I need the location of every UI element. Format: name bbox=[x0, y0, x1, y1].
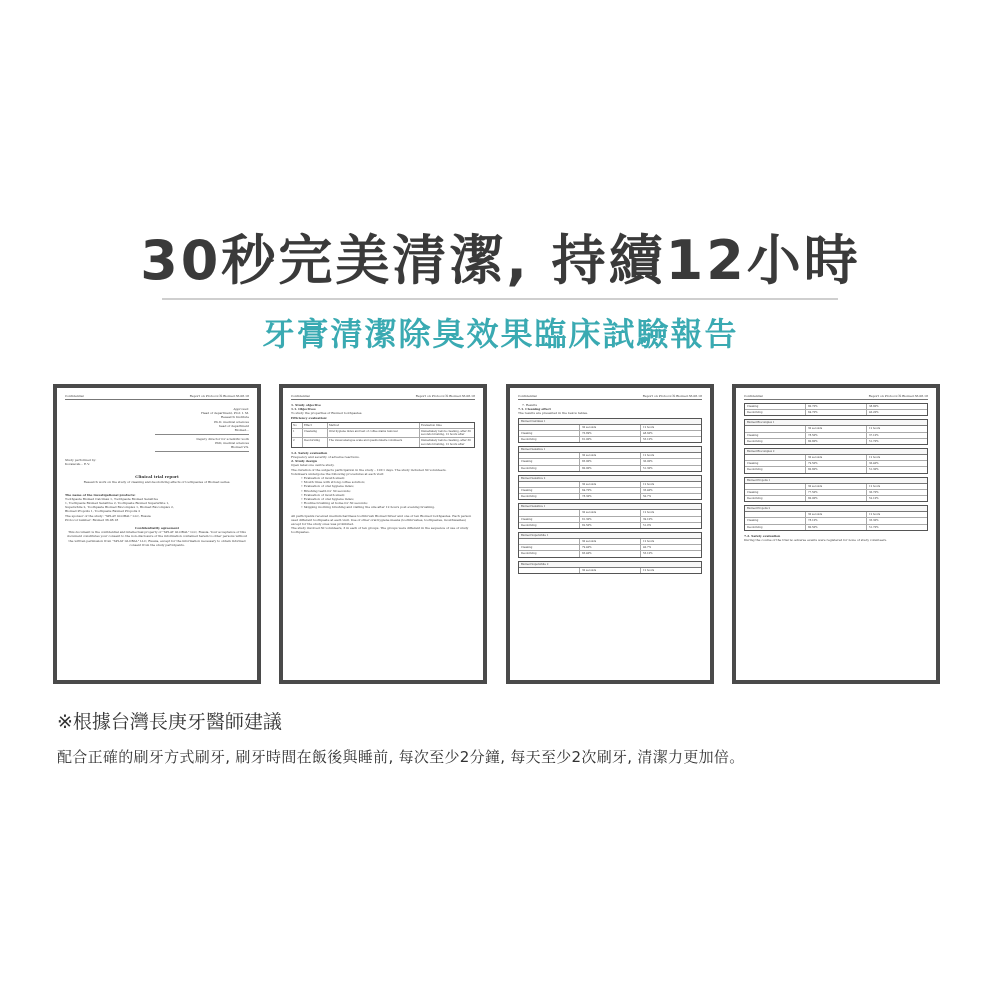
table-header-cell: 30 seconds bbox=[806, 455, 867, 460]
results-table bbox=[744, 448, 928, 474]
table-cell: 51.30% bbox=[643, 466, 653, 470]
table-row bbox=[745, 439, 927, 444]
table-cell: 80.00% bbox=[806, 496, 867, 501]
section-heading: 2. Study design bbox=[291, 459, 317, 464]
results-table-title: Biomed Biocomplex 2 bbox=[745, 449, 927, 455]
product-line: Biomed Propolis 1, Toothpaste Biomed Propolis 2 bbox=[65, 509, 141, 514]
sponsor-line: The sponsor of the study: "SPLAT GLOBAL" LLC, Russia bbox=[65, 513, 151, 518]
section-heading: 1. Study objective bbox=[291, 403, 321, 407]
signature-line bbox=[155, 434, 249, 435]
table-cell: 80.80% bbox=[806, 439, 867, 444]
results-table-title: Biomed Superwhite 1 bbox=[519, 533, 701, 539]
table-cell: Cleaning bbox=[745, 461, 806, 466]
products-heading: The name of the investigational products: bbox=[65, 492, 136, 497]
list-item-text: Routine brushing at home for 30 seconds; bbox=[303, 501, 368, 506]
results-table-title: Biomed Propolis 2 bbox=[745, 506, 927, 512]
objective-text: To study the properties of Biomed toothpastes. bbox=[291, 411, 363, 416]
table-header-cell: 12 hours bbox=[869, 427, 881, 431]
results-table-title: Biomed Sensitive 2 bbox=[519, 476, 701, 482]
results-table-title: Biomed Biocomplex 1 bbox=[745, 420, 927, 426]
table-cell: 81.00% bbox=[580, 437, 641, 442]
results-table bbox=[744, 505, 928, 531]
table-cell: 36.40% bbox=[869, 462, 879, 466]
table-header-cell: 12 hours bbox=[869, 513, 881, 517]
table-cell: 80.50% bbox=[806, 525, 867, 530]
table-cell: Cleaning bbox=[745, 433, 806, 438]
table-cell: Deodorizing bbox=[745, 525, 806, 530]
table-cell: Deodorizing bbox=[519, 523, 580, 528]
duration-text: The duration of the subjects participation in the study – 10±1 days. The study included 30 volunteers. bbox=[291, 467, 447, 472]
report-title: Clinical trial report bbox=[135, 474, 179, 480]
table-cell: 55.10% bbox=[643, 552, 653, 556]
table-cell: 51.30% bbox=[869, 468, 879, 472]
table-cell: Deodorizing bbox=[745, 467, 806, 472]
table-cell: 81.30% bbox=[580, 517, 641, 522]
list-item-text: Evaluation of mouth smell; bbox=[303, 492, 345, 497]
table-cell: 51.0% bbox=[643, 523, 651, 527]
table-cell: Cleaning bbox=[519, 431, 580, 436]
table-cell: Deodorizing bbox=[303, 438, 328, 446]
table-header-cell: 12 hours bbox=[643, 540, 655, 544]
list-item: • Evaluation of mouth smell; bbox=[301, 476, 345, 481]
product-line: Superwhite 2, Toothpaste Biomed Biocomplex 1, Biomed Biocomplex 2, bbox=[65, 505, 174, 510]
table-cell: 84.70% bbox=[806, 410, 867, 415]
doc-header-left: Confidential bbox=[291, 394, 310, 398]
table-cell: Cleaning bbox=[745, 518, 806, 523]
table-header-cell: 12 hours bbox=[643, 482, 655, 486]
table-cell: 78.50% bbox=[806, 433, 867, 438]
results-table bbox=[518, 418, 702, 444]
table-row bbox=[292, 429, 474, 438]
table-header-cell: 12 hours bbox=[643, 568, 655, 572]
table-cell: 78.30% bbox=[580, 494, 641, 499]
deputy-line: PhD, medical sciences bbox=[215, 441, 249, 446]
table-header-cell: 30 seconds bbox=[580, 453, 641, 458]
table-header-cell: 30 seconds bbox=[806, 484, 867, 489]
efficiency-heading: Efficiency evaluation: bbox=[291, 415, 328, 420]
table-header-cell: 30 seconds bbox=[580, 482, 641, 487]
study-performed-by: Study performed by: bbox=[65, 458, 97, 463]
list-item: • Skipping morning brushing and visiting the site after 12 hours post evening brushing. bbox=[301, 505, 436, 510]
paragraph: All participants received medium hardness toothbrush Biomed Silver and one of ten Biomed toothpastes. Each person used different toothpaste at each visit. Use of other oral hygiene means (toothbrushes, toothpastes, mouthwashes) except for the study ones was prohibited. bbox=[291, 513, 472, 527]
table-header-cell bbox=[745, 512, 806, 517]
table-cell: 37.10% bbox=[869, 433, 879, 437]
results-tables bbox=[744, 419, 928, 530]
table-row bbox=[292, 438, 474, 446]
table-cell: Cleaning bbox=[745, 404, 806, 409]
results-table-continued bbox=[744, 403, 928, 416]
table-row bbox=[519, 466, 701, 471]
table-row bbox=[519, 551, 701, 556]
results-table bbox=[518, 503, 702, 529]
table-cell: 2 bbox=[292, 438, 303, 446]
list-item-text: Skipping morning brushing and visiting the site after 12 hours post evening brushing. bbox=[303, 505, 436, 510]
table-header-cell: 30 seconds bbox=[806, 512, 867, 517]
subsection-heading: 1.1. Objectives bbox=[291, 407, 316, 412]
table-header-cell: 30 seconds bbox=[580, 425, 641, 430]
doc-header-right: Report on Protocol № Biomed 36.08.18 bbox=[642, 394, 702, 398]
results-table bbox=[518, 532, 702, 558]
report-page-objective bbox=[279, 384, 487, 684]
table-cell: 78.10% bbox=[806, 518, 867, 523]
approval-line: Ph.D. medical sciences bbox=[214, 419, 249, 424]
list-item: • Brushing teeth for 30 seconds; bbox=[301, 488, 351, 493]
results-table-title: Biomed Sensitive 1 bbox=[519, 504, 701, 510]
doc-header-right: Report on Protocol № Biomed 36.08.18 bbox=[189, 394, 249, 398]
table-header-cell: No bbox=[292, 423, 303, 428]
table-header-cell bbox=[519, 568, 580, 573]
report-page-safety bbox=[732, 384, 940, 684]
table-cell: Deodorizing bbox=[519, 551, 580, 556]
report-page-cover bbox=[53, 384, 261, 684]
table-cell: 79.50% bbox=[806, 461, 867, 466]
table-header-row bbox=[519, 568, 701, 573]
table-cell: 40.7% bbox=[643, 546, 651, 550]
table-cell: 55.10% bbox=[643, 438, 653, 442]
table-cell: Cleaning bbox=[745, 490, 806, 495]
list-item-text: Evaluation of oral hygiene index; bbox=[303, 497, 354, 502]
table-row bbox=[519, 494, 701, 499]
results-tables bbox=[518, 418, 702, 574]
signature-line bbox=[155, 451, 249, 452]
table-cell: 80.90% bbox=[580, 466, 641, 471]
results-table bbox=[744, 477, 928, 503]
deputy-line: Biomed V.S. bbox=[231, 445, 249, 450]
list-item: • Evaluation of mouth smell; bbox=[301, 492, 345, 497]
table-cell: Deodorizing bbox=[745, 439, 806, 444]
list-item-text: Evaluation of oral hygiene index; bbox=[303, 484, 354, 489]
results-table-title: Biomed Calcimax 1 bbox=[519, 419, 701, 425]
doc-header-right: Report on Protocol № Biomed 36.08.18 bbox=[415, 394, 475, 398]
doc-header-right: Report on Protocol № Biomed 36.08.18 bbox=[868, 394, 928, 398]
list-item: • Routine brushing at home for 30 seconds; bbox=[301, 501, 368, 506]
table-header-cell: 12 hours bbox=[643, 425, 655, 429]
table-header-cell bbox=[745, 455, 806, 460]
doc-header bbox=[744, 394, 928, 400]
table-cell: Deodorizing bbox=[745, 496, 806, 501]
table-header-cell bbox=[519, 453, 580, 458]
table-cell: Cleaning bbox=[519, 517, 580, 522]
table-cell: Cleansing bbox=[303, 429, 328, 437]
results-table-title: Biomed Superwhite 2 bbox=[519, 562, 701, 568]
table-cell: Cleaning bbox=[519, 459, 580, 464]
table-cell: 46.20% bbox=[869, 411, 879, 415]
report-page-results bbox=[506, 384, 714, 684]
product-line: Toothpaste Biomed Calcimax 1, Toothpaste Biomed Sensitive bbox=[65, 496, 159, 501]
table-cell: Cleaning bbox=[519, 488, 580, 493]
doc-header bbox=[291, 394, 475, 400]
intro-text: The results are presented in the below tables. bbox=[518, 411, 589, 416]
approval-line: Approved: bbox=[233, 407, 249, 411]
table-header-cell: 30 seconds bbox=[806, 426, 867, 431]
subsection-heading: 1.2. Safety evaluation bbox=[291, 450, 328, 455]
results-table bbox=[518, 446, 702, 472]
deputy-line: Deputy director for scientific work bbox=[196, 436, 249, 441]
list-item-text: Mouth rinse with strong coffee solution; bbox=[303, 480, 365, 485]
table-cell: 80.70% bbox=[806, 404, 867, 409]
table-cell: 85.90% bbox=[580, 459, 641, 464]
table-row bbox=[745, 525, 927, 530]
doc-header bbox=[518, 394, 702, 400]
approval-line: Head of department, Prof. I. M. bbox=[201, 411, 249, 416]
approval-line: Biomed... bbox=[234, 428, 249, 433]
table-row bbox=[519, 437, 701, 442]
table-header-cell: Method bbox=[328, 423, 420, 428]
report-description: Research work on the study of cleaning and deodorizing effects of toothpastes of Biomed series. bbox=[83, 480, 231, 485]
table-cell: Immediately before cleaning, after 30 seconds brushing, 12 hours after bbox=[421, 439, 471, 446]
table-cell: 51.70% bbox=[869, 525, 879, 529]
table-cell: 36.00% bbox=[643, 460, 653, 464]
note-heading: ※根據台灣長庚牙醫師建議 bbox=[57, 711, 282, 733]
table-header-cell: Evaluation time bbox=[421, 423, 442, 427]
table-header-cell: 12 hours bbox=[869, 484, 881, 488]
results-table bbox=[518, 475, 702, 501]
title-divider bbox=[162, 298, 838, 300]
table-row bbox=[519, 523, 701, 528]
table-header-cell: 12 hours bbox=[643, 511, 655, 515]
table-cell: Deodorizing bbox=[519, 494, 580, 499]
paragraph: The study involved 30 volunteers, 3 in each of ten groups. The groups were different in the sequence of use of study toothpastes. bbox=[291, 526, 469, 535]
table-cell: 38.80% bbox=[869, 405, 879, 408]
table-cell: 35.40% bbox=[643, 489, 653, 493]
procedures-heading: Volunteers undergone the following procedures at each visit: bbox=[291, 471, 385, 476]
protocol-line: Protocol number: Biomed 36.08.18 bbox=[65, 517, 119, 522]
page-title: 30秒完美清潔, 持續12小時 bbox=[140, 229, 861, 292]
design-text: Open label one centre study. bbox=[291, 463, 335, 468]
safety-text: During the course of the trial no adverse events were registered for none of study volunteers. bbox=[744, 538, 888, 543]
table-header-cell bbox=[519, 482, 580, 487]
table-cell: 52.10% bbox=[869, 497, 879, 501]
list-item: • Evaluation of oral hygiene index; bbox=[301, 484, 354, 489]
results-table bbox=[744, 419, 928, 445]
table-header-cell: 12 hours bbox=[869, 456, 881, 460]
table-header-cell bbox=[519, 510, 580, 515]
subsection-heading: 7.2. Safety evaluation bbox=[744, 533, 781, 538]
table-cell: 82.50% bbox=[580, 523, 641, 528]
table-cell: 83.40% bbox=[580, 551, 641, 556]
table-cell: 48.60% bbox=[643, 431, 653, 435]
approval-line: head of department bbox=[218, 423, 249, 428]
table-header-cell bbox=[519, 539, 580, 544]
table-row bbox=[745, 496, 927, 501]
list-item: • Evaluation of oral hygiene index; bbox=[301, 497, 354, 502]
list-item-text: Brushing teeth for 30 seconds; bbox=[303, 488, 351, 493]
table-cell: Deodorizing bbox=[519, 466, 580, 471]
signature-name: Kovalevsk... E.V. bbox=[65, 462, 90, 467]
table-cell: Deodorizing bbox=[519, 437, 580, 442]
approval-line: Research Institute bbox=[220, 415, 249, 420]
product-line: 1, Toothpaste Biomed Sensitive 2, Toothpaste Biomed Superwhite 1, bbox=[65, 501, 170, 506]
table-header-cell bbox=[519, 425, 580, 430]
table-row bbox=[745, 410, 927, 415]
results-table bbox=[518, 561, 702, 574]
table-cell: 1 bbox=[292, 429, 303, 437]
table-cell: Oral hygiene index and test of coffee stains removal bbox=[328, 429, 420, 437]
page-subtitle: 牙膏清潔除臭效果臨床試驗報告 bbox=[262, 315, 739, 353]
table-cell: 77.50% bbox=[806, 490, 867, 495]
doc-header-left: Confidential bbox=[744, 394, 763, 398]
results-table-title: Biomed Propolis 1 bbox=[745, 478, 927, 484]
table-cell: 80.80% bbox=[806, 467, 867, 472]
table-header-cell: 30 seconds bbox=[580, 539, 641, 544]
confidentiality-heading: Confidentiality agreement bbox=[135, 526, 179, 531]
table-cell: The visual analogue scale and questionnaire volunteers bbox=[328, 438, 420, 446]
safety-text: Frequency and severity of adverse reactions. bbox=[291, 455, 360, 460]
table-header-cell bbox=[745, 484, 806, 489]
table-cell: 51.70% bbox=[869, 439, 879, 443]
results-table-title: Biomed Sensitive 1 bbox=[519, 447, 701, 453]
table-header-cell bbox=[745, 426, 806, 431]
table-cell: 79.40% bbox=[580, 545, 641, 550]
doc-header bbox=[65, 394, 249, 400]
table-cell: Deodorizing bbox=[745, 410, 806, 415]
table-header-cell: Effect bbox=[303, 423, 328, 428]
doc-header-left: Confidential bbox=[65, 394, 84, 398]
table-cell: 39.10% bbox=[643, 517, 653, 521]
confidentiality-text: This document is the confidential and intellectual property of "SPLAT GLOBAL" LLC, Russia. Your acceptance of this document constitutes your consent to the non-disclosure of the information contained herein to other persons without the written permission from "SPLAT GLOBAL" LLC, Russia, except for the information necessary to obtain informed consent from the study participants. bbox=[66, 530, 248, 547]
table-cell: 36.70% bbox=[869, 490, 879, 494]
table-header-cell: 30 seconds bbox=[580, 510, 641, 515]
table-row bbox=[745, 467, 927, 472]
efficiency-table bbox=[291, 422, 475, 448]
table-cell: 84.70% bbox=[580, 488, 641, 493]
table-cell: 50.7% bbox=[643, 495, 651, 499]
table-header-cell: 12 hours bbox=[643, 454, 655, 458]
subsection-heading: 7.1. Cleaning effect bbox=[518, 407, 551, 412]
table-cell: Cleaning bbox=[519, 545, 580, 550]
table-cell: Immediately before cleaning, after 30 seconds brushing, 12 hours after bbox=[421, 430, 471, 437]
section-heading: 7. Results bbox=[522, 403, 538, 407]
list-item: • Mouth rinse with strong coffee solution; bbox=[301, 480, 365, 485]
doc-header-left: Confidential bbox=[518, 394, 537, 398]
table-header-cell: 30 seconds bbox=[580, 568, 641, 573]
table-cell: 35.30% bbox=[869, 519, 879, 523]
list-item-text: Evaluation of mouth smell; bbox=[303, 476, 345, 481]
table-cell: 76.89% bbox=[580, 431, 641, 436]
note-body: 配合正確的刷牙方式刷牙, 刷牙時間在飯後與睡前, 每次至少2分鐘, 每天至少2次刷牙, 清潔力更加倍。 bbox=[57, 748, 745, 766]
